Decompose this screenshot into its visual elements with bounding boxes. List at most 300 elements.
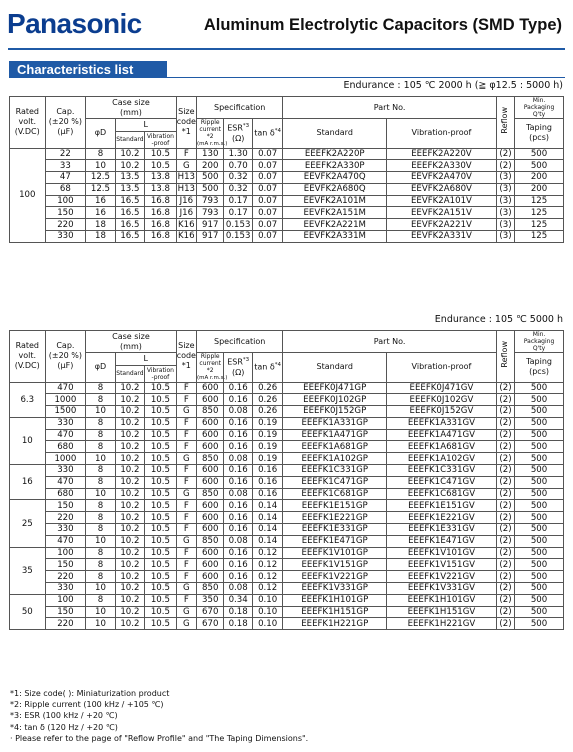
table-cell: 0.07 <box>252 160 283 172</box>
specification-header: Specification <box>197 331 283 353</box>
table-cell: EEEFK2A220V <box>387 148 497 160</box>
table-cell: 220 <box>45 618 86 630</box>
table-cell: 500 <box>515 571 564 583</box>
table-cell: 670 <box>197 606 224 618</box>
table-row <box>10 547 564 559</box>
l-standard-header: Standard <box>115 131 144 148</box>
table-cell: 10.5 <box>145 148 177 160</box>
table-cell: F <box>176 429 196 441</box>
table-cell: 13.8 <box>145 172 177 184</box>
table-cell: 470 <box>45 429 86 441</box>
table-cell: (2) <box>496 417 514 429</box>
table-cell: EEEFK1C471GP <box>283 476 387 488</box>
table-cell: 125 <box>515 207 564 219</box>
table-cell: EEEFK1A681GP <box>283 441 387 453</box>
table-cell: 10.2 <box>115 524 144 536</box>
table-cell: 10.5 <box>145 535 177 547</box>
table-cell: 10.2 <box>115 453 144 465</box>
table-cell: (2) <box>496 524 514 536</box>
table-cell: 33 <box>45 160 86 172</box>
l-standard-header: Standard <box>115 365 144 382</box>
rated-volt-cell: 10 <box>10 417 46 464</box>
taping-header: Taping (pcs) <box>515 353 564 383</box>
rated-volt-header: Rated volt. (V.DC) <box>10 97 46 149</box>
table-cell: 10.5 <box>145 406 177 418</box>
table-cell: 10.5 <box>145 618 177 630</box>
table-cell: 0.26 <box>252 394 283 406</box>
table-cell: 500 <box>515 465 564 477</box>
table-cell: EEVFK2A101M <box>283 195 387 207</box>
table-cell: 10 <box>86 453 115 465</box>
table-cell: 0.16 <box>224 417 252 429</box>
table-cell: (2) <box>496 500 514 512</box>
rated-volt-cell: 50 <box>10 594 46 629</box>
table-cell: 0.34 <box>224 594 252 606</box>
table-row <box>10 183 564 195</box>
table-row <box>10 453 564 465</box>
table-cell: EEVFK2A101V <box>387 195 497 207</box>
table-cell: 10.5 <box>145 160 177 172</box>
table-cell: 917 <box>197 231 224 243</box>
esr-header: ESR$^{*3}$ (Ω) <box>224 353 252 383</box>
table-row <box>10 465 564 477</box>
table-cell: 220 <box>45 512 86 524</box>
table-cell: F <box>176 417 196 429</box>
table-cell: 0.07 <box>252 231 283 243</box>
table-cell: EEEFK1E221GP <box>283 512 387 524</box>
table-cell: 0.16 <box>224 524 252 536</box>
table-cell: EEEFK0J102GV <box>387 394 497 406</box>
table-cell: EEEFK1H221GV <box>387 618 497 630</box>
table-row <box>10 195 564 207</box>
table-cell: EEEFK1A331GV <box>387 417 497 429</box>
table-cell: F <box>176 500 196 512</box>
table-row <box>10 207 564 219</box>
table-cell: 10.5 <box>145 429 177 441</box>
table-cell: 330 <box>45 231 86 243</box>
rated-volt-header: Rated volt. (V.DC) <box>10 331 46 383</box>
table-cell: EEEFK1H151GP <box>283 606 387 618</box>
table-cell: F <box>176 524 196 536</box>
table-cell: 10.2 <box>115 559 144 571</box>
table-cell: 68 <box>45 183 86 195</box>
table-cell: 850 <box>197 406 224 418</box>
table-cell: 0.18 <box>224 606 252 618</box>
header-rule <box>8 48 565 50</box>
table-cell: 8 <box>86 500 115 512</box>
table-cell: (2) <box>496 476 514 488</box>
table-cell: 10.5 <box>145 512 177 524</box>
table-cell: EEVFK2A470V <box>387 172 497 184</box>
table-cell: 0.10 <box>252 606 283 618</box>
table-cell: 500 <box>515 160 564 172</box>
min-packaging-header: Min. Packaging Q'ty <box>515 331 564 353</box>
table-cell: 500 <box>515 417 564 429</box>
table-cell: G <box>176 406 196 418</box>
case-size-header: Case size (mm) <box>86 331 176 353</box>
table-cell: 500 <box>197 183 224 195</box>
l-vibration-header: Vibration -proof <box>145 365 177 382</box>
table-cell: (2) <box>496 559 514 571</box>
table-row <box>10 488 564 500</box>
table-cell: G <box>176 488 196 500</box>
brand-logo: Panasonic <box>7 8 142 39</box>
table-cell: 125 <box>515 231 564 243</box>
tan-header: $\tan \delta^{*4}$ <box>252 119 283 149</box>
table-cell: 500 <box>515 441 564 453</box>
table-cell: 1000 <box>45 453 86 465</box>
rated-volt-cell: 6.3 <box>10 382 46 417</box>
table-cell: 16.8 <box>145 231 177 243</box>
table-cell: 0.19 <box>252 417 283 429</box>
table-cell: (2) <box>496 547 514 559</box>
table-cell: EEEFK0J102GP <box>283 394 387 406</box>
table-cell: 0.26 <box>252 382 283 394</box>
table-cell: J16 <box>176 195 196 207</box>
table-cell: 600 <box>197 441 224 453</box>
table-cell: 0.08 <box>224 488 252 500</box>
table-cell: 0.32 <box>224 183 252 195</box>
table-cell: 0.32 <box>224 172 252 184</box>
table-cell: F <box>176 512 196 524</box>
table-cell: EEEFK1E471GP <box>283 535 387 547</box>
table-cell: 100 <box>45 547 86 559</box>
table-cell: 670 <box>197 618 224 630</box>
footnote: *3: ESR (100 kHz / +20 ℃) <box>10 711 118 721</box>
table-cell: 10.5 <box>145 571 177 583</box>
table-cell: (2) <box>496 429 514 441</box>
table-cell: 500 <box>515 488 564 500</box>
table-cell: 500 <box>515 524 564 536</box>
table-row <box>10 594 564 606</box>
table-row <box>10 476 564 488</box>
table-cell: F <box>176 394 196 406</box>
table-cell: 10.2 <box>115 547 144 559</box>
table-cell: EEEFK1V221GV <box>387 571 497 583</box>
table-cell: 150 <box>45 559 86 571</box>
table-cell: EEEFK1E151GP <box>283 500 387 512</box>
table-cell: 13.5 <box>115 183 144 195</box>
table-cell: (3) <box>496 219 514 231</box>
table-cell: 10.5 <box>145 606 177 618</box>
table-cell: (2) <box>496 465 514 477</box>
table-cell: (2) <box>496 571 514 583</box>
table-cell: 0.16 <box>252 476 283 488</box>
tan-header: $\tan \delta^{*4}$ <box>252 353 283 383</box>
table-cell: 0.16 <box>224 441 252 453</box>
table-cell: EEEFK1V101GP <box>283 547 387 559</box>
table-cell: 16.5 <box>115 219 144 231</box>
table-cell: 10.2 <box>115 606 144 618</box>
table-cell: 500 <box>515 559 564 571</box>
table-cell: EEEFK1E331GP <box>283 524 387 536</box>
table-cell: 10.2 <box>115 476 144 488</box>
table-cell: 130 <box>197 148 224 160</box>
table-cell: (2) <box>496 618 514 630</box>
table-cell: 0.19 <box>252 441 283 453</box>
table-cell: 500 <box>515 453 564 465</box>
table-cell: 10.5 <box>145 500 177 512</box>
table-cell: 600 <box>197 559 224 571</box>
table-cell: G <box>176 618 196 630</box>
table-cell: 330 <box>45 465 86 477</box>
table-cell: 600 <box>197 571 224 583</box>
table-cell: F <box>176 465 196 477</box>
table-cell: 10.2 <box>115 512 144 524</box>
ripple-header: Ripple current *2 (mA r.m.s.) <box>197 353 228 381</box>
phi-d-header: φD <box>86 353 115 383</box>
table-cell: EEEFK1C471GV <box>387 476 497 488</box>
table-cell: 10.2 <box>115 618 144 630</box>
table-cell: 100 <box>45 195 86 207</box>
table-row <box>10 406 564 418</box>
table-cell: 22 <box>45 148 86 160</box>
table-cell: EEVFK2A331V <box>387 231 497 243</box>
table-cell: 18 <box>86 219 115 231</box>
table-row <box>10 429 564 441</box>
table-cell: F <box>176 559 196 571</box>
footnote: *1: Size code( ): Miniaturization product <box>10 689 170 698</box>
table-cell: 500 <box>515 500 564 512</box>
table-cell: EEEFK1A102GV <box>387 453 497 465</box>
table-row <box>10 160 564 172</box>
table-cell: 0.16 <box>224 465 252 477</box>
table-cell: 10 <box>86 583 115 595</box>
table-cell: (2) <box>496 606 514 618</box>
table-cell: 16.8 <box>145 195 177 207</box>
table-cell: 0.14 <box>252 535 283 547</box>
ripple-header: Ripple current *2 (mA r.m.s.) <box>197 119 228 147</box>
table-cell: EEEFK1V151GV <box>387 559 497 571</box>
table-cell: EEEFK0J152GV <box>387 406 497 418</box>
part-no-header: Part No. <box>283 97 496 119</box>
table-cell: EEEFK0J152GP <box>283 406 387 418</box>
table-cell: 0.70 <box>224 160 252 172</box>
table-cell: 680 <box>45 441 86 453</box>
vibration-proof-header: Vibration-proof <box>387 119 497 149</box>
table-cell: 10 <box>86 406 115 418</box>
table-cell: 10.5 <box>145 559 177 571</box>
esr-header: ESR$^{*3}$ (Ω) <box>224 119 252 149</box>
table-cell: EEVFK2A331M <box>283 231 387 243</box>
table-cell: EEEFK1A102GP <box>283 453 387 465</box>
table-cell: EEEFK2A330P <box>283 160 387 172</box>
table-cell: 500 <box>515 618 564 630</box>
table-cell: 600 <box>197 524 224 536</box>
table-cell: 12.5 <box>86 183 115 195</box>
table-row <box>10 382 564 394</box>
table-cell: 16.8 <box>145 219 177 231</box>
table-cell: EEEFK1H221GP <box>283 618 387 630</box>
table-cell: 47 <box>45 172 86 184</box>
table-cell: K16 <box>178 219 195 230</box>
table-cell: 0.12 <box>252 583 283 595</box>
table-row <box>10 571 564 583</box>
table-cell: G <box>176 583 196 595</box>
table-cell: F <box>176 382 196 394</box>
min-packaging-header: Min. Packaging Q'ty <box>515 97 564 119</box>
table-cell: 500 <box>515 594 564 606</box>
table-cell: 10.5 <box>145 382 177 394</box>
rated-volt-cell: 100 <box>10 148 46 242</box>
table-cell: 10 <box>86 488 115 500</box>
table-cell: 10.2 <box>115 535 144 547</box>
page-title: Aluminum Electrolytic Capacitors (SMD Type) <box>203 16 562 34</box>
table-cell: 10.5 <box>145 476 177 488</box>
table-cell: F <box>176 476 196 488</box>
table-cell: 0.18 <box>224 618 252 630</box>
table-cell: 8 <box>86 571 115 583</box>
table-cell: 793 <box>197 195 224 207</box>
endurance-note-1: Endurance : 105 ℃ 2000 h (≧ φ12.5 : 5000 h) <box>343 80 563 91</box>
phi-d-header: φD <box>86 119 115 149</box>
table-cell: 0.153 <box>225 219 251 230</box>
table-cell: 10.5 <box>145 394 177 406</box>
table-cell: (2) <box>496 160 514 172</box>
table-cell: 1500 <box>45 406 86 418</box>
table-cell: 150 <box>45 500 86 512</box>
table-cell: 200 <box>515 183 564 195</box>
table-cell: 500 <box>515 535 564 547</box>
table-cell: 10 <box>86 160 115 172</box>
table-cell: 0.07 <box>252 219 283 231</box>
table-cell: 600 <box>197 465 224 477</box>
table-cell: (2) <box>496 488 514 500</box>
table-cell: 10.2 <box>115 417 144 429</box>
table-cell: 8 <box>86 594 115 606</box>
table-cell: 10.5 <box>145 547 177 559</box>
table-cell: 10.2 <box>115 465 144 477</box>
l-header: L <box>115 119 176 132</box>
table-cell: 600 <box>197 382 224 394</box>
table-cell: G <box>176 453 196 465</box>
table-row <box>10 394 564 406</box>
size-code-header: Size code *1 <box>176 97 196 149</box>
specification-header: Specification <box>197 97 283 119</box>
table-cell: EEEFK1E221GV <box>387 512 497 524</box>
characteristics-table-1 <box>9 96 564 243</box>
table-cell: 150 <box>45 606 86 618</box>
table-cell: H13 <box>177 184 196 195</box>
table-cell: EEEFK1V101GV <box>387 547 497 559</box>
table-cell: 0.19 <box>252 429 283 441</box>
table-cell: 500 <box>515 583 564 595</box>
footnote: *2: Ripple current (100 kHz / +105 ℃) <box>10 700 164 710</box>
table-cell: 600 <box>197 476 224 488</box>
table-row <box>10 417 564 429</box>
table-cell: 500 <box>515 394 564 406</box>
table-cell: 12.5 <box>86 172 115 184</box>
table-row <box>10 583 564 595</box>
table-cell: 13.8 <box>145 183 177 195</box>
table-cell: 8 <box>86 547 115 559</box>
table-cell: 0.07 <box>252 172 283 184</box>
table-row <box>10 148 564 160</box>
table-cell: 8 <box>86 476 115 488</box>
table-cell: 0.17 <box>224 195 252 207</box>
table-cell: EEVFK2A151V <box>387 207 497 219</box>
table-cell: 470 <box>45 382 86 394</box>
table-cell: EEEFK1C331GP <box>283 465 387 477</box>
size-code-header: Size code *1 <box>176 331 196 383</box>
table-cell: EEEFK1C331GV <box>387 465 497 477</box>
table-cell: 470 <box>45 535 86 547</box>
table-cell: 0.08 <box>224 583 252 595</box>
table-cell: G <box>176 160 196 172</box>
table-row <box>10 512 564 524</box>
table-cell: 350 <box>197 594 224 606</box>
table-cell: 0.08 <box>224 406 252 418</box>
table-cell: (3) <box>496 231 514 243</box>
table-cell: F <box>176 148 196 160</box>
rated-volt-cell: 25 <box>10 500 46 547</box>
table-cell: 8 <box>86 429 115 441</box>
table-cell: 125 <box>515 195 564 207</box>
table-cell: 0.153 <box>225 231 251 242</box>
table-cell: 330 <box>45 524 86 536</box>
table-cell: 1.30 <box>224 148 252 160</box>
table-cell: K16 <box>178 231 195 242</box>
table-row <box>10 500 564 512</box>
section-title: Characteristics list <box>9 61 167 78</box>
table-cell: (2) <box>496 406 514 418</box>
reflow-header: Reflow <box>496 97 514 149</box>
table-cell: 200 <box>197 160 224 172</box>
table-cell: 0.14 <box>252 524 283 536</box>
table-cell: (3) <box>496 207 514 219</box>
table-cell: 8 <box>86 524 115 536</box>
table-cell: (3) <box>496 172 514 184</box>
table-cell: EEEFK0J471GV <box>387 382 497 394</box>
table-cell: 8 <box>86 465 115 477</box>
table-cell: (3) <box>496 183 514 195</box>
table-cell: (2) <box>496 583 514 595</box>
table-cell: 220 <box>45 219 86 231</box>
table-cell: (2) <box>496 453 514 465</box>
table-cell: 0.19 <box>252 453 283 465</box>
table-cell: 0.16 <box>224 571 252 583</box>
table-cell: 600 <box>197 394 224 406</box>
table-row <box>10 441 564 453</box>
table-cell: F <box>176 441 196 453</box>
table-cell: 16 <box>86 207 115 219</box>
table-cell: 0.12 <box>252 547 283 559</box>
table-cell: 10.2 <box>115 148 144 160</box>
table-cell: 500 <box>515 512 564 524</box>
table-cell: (2) <box>496 382 514 394</box>
table-cell: 13.5 <box>115 172 144 184</box>
standard-header: Standard <box>283 353 387 383</box>
table-cell: EEEFK1A681GV <box>387 441 497 453</box>
table-cell: EEEFK1H151GV <box>387 606 497 618</box>
table-cell: 10.2 <box>115 583 144 595</box>
table-cell: 220 <box>45 571 86 583</box>
table-cell: 10.5 <box>145 594 177 606</box>
l-header: L <box>115 353 176 366</box>
table-cell: EEVFK2A221V <box>387 219 497 231</box>
cap-header: Cap. (±20 %) (μF) <box>45 97 86 149</box>
table-cell: 600 <box>197 500 224 512</box>
table-cell: EEEFK1A331GP <box>283 417 387 429</box>
table-cell: EEEFK1V151GP <box>283 559 387 571</box>
table-cell: (2) <box>496 441 514 453</box>
table-cell: 8 <box>86 441 115 453</box>
table-cell: 470 <box>45 476 86 488</box>
table-cell: 500 <box>515 547 564 559</box>
footnote: · Please refer to the page of "Reflow Profile" and "The Taping Dimensions". <box>10 733 309 743</box>
table-cell: 0.17 <box>224 207 252 219</box>
table-cell: 0.12 <box>252 571 283 583</box>
